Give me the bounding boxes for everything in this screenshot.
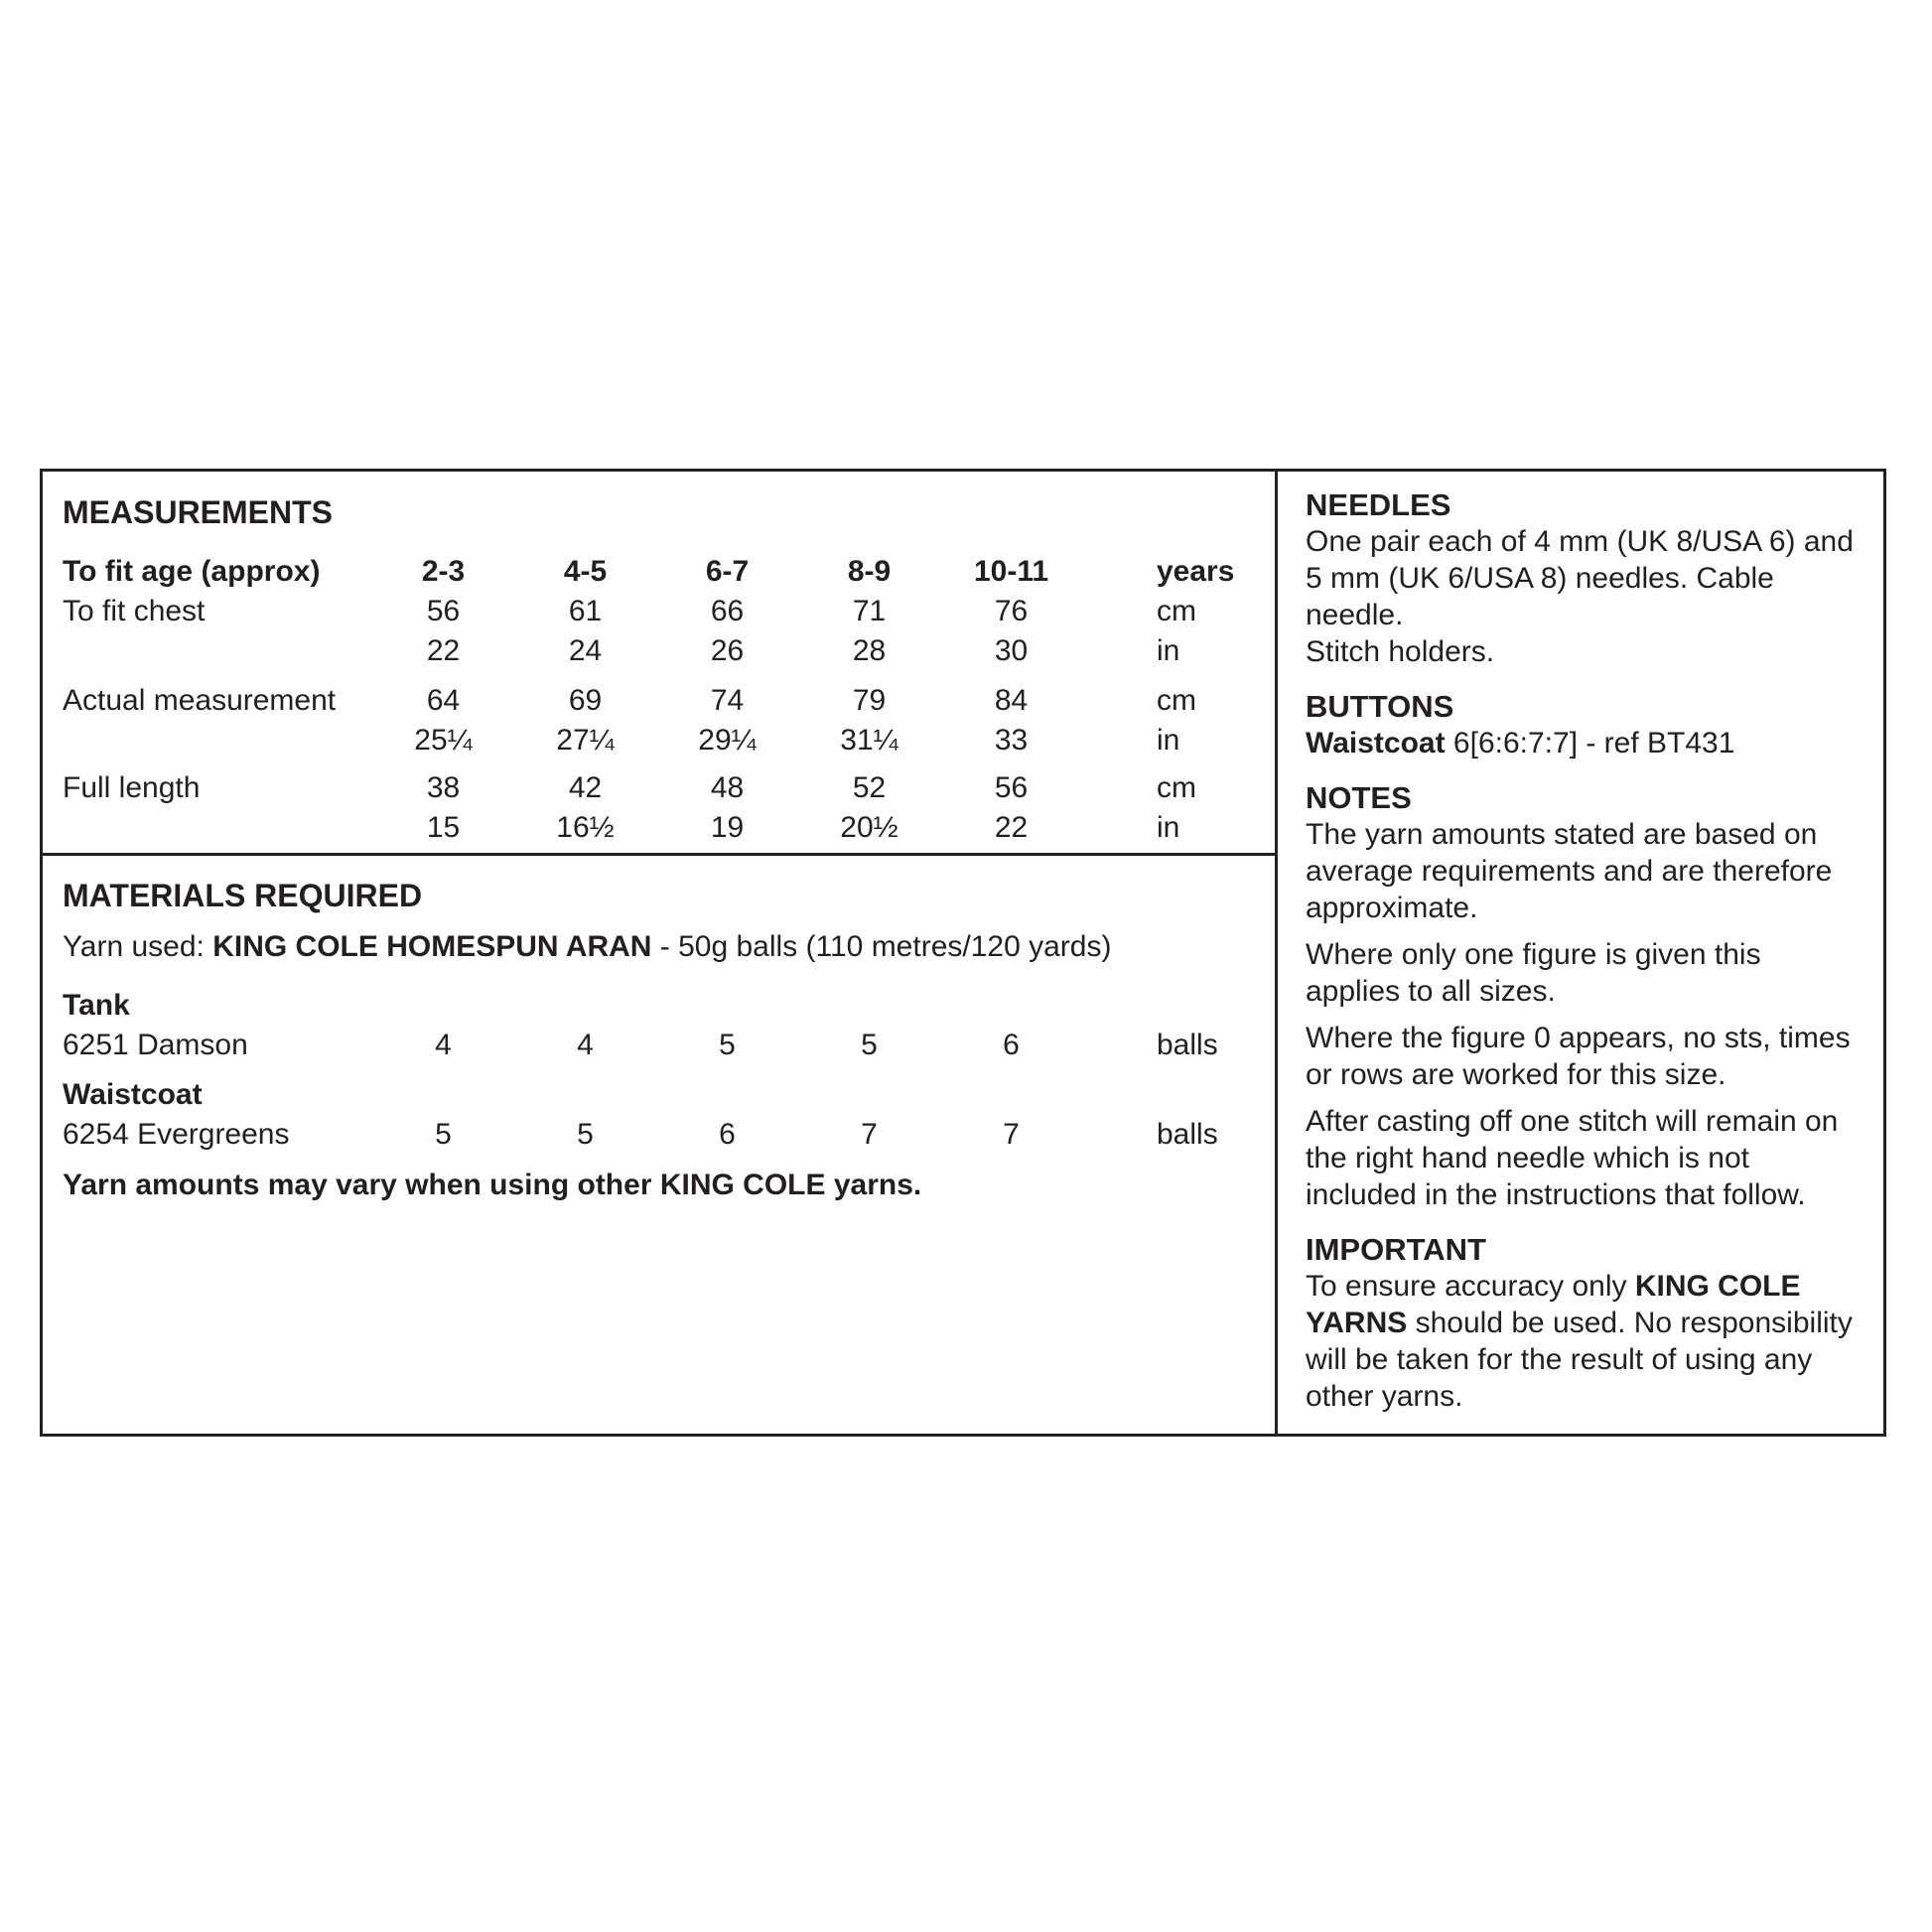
cell: 84 bbox=[994, 684, 1029, 717]
important-heading: IMPORTANT bbox=[1306, 1232, 1486, 1267]
cell: 22 bbox=[426, 634, 461, 667]
materials-heading: MATERIALS REQUIRED bbox=[63, 878, 423, 913]
cell: 27¼ bbox=[556, 724, 615, 757]
cell: 38 bbox=[426, 771, 461, 804]
buttons-heading: BUTTONS bbox=[1306, 689, 1454, 724]
cell: 66 bbox=[710, 595, 745, 627]
measurements-section bbox=[43, 472, 1275, 856]
size-col-1: 2-3 bbox=[421, 555, 466, 588]
to-fit-chest-in-row bbox=[43, 631, 1275, 671]
cell: 79 bbox=[852, 684, 887, 717]
cell: 52 bbox=[852, 771, 887, 804]
important-post: should be used. No responsibility will be taken for the result of using any other yarns. bbox=[1306, 1307, 1853, 1413]
cell: 31¼ bbox=[840, 724, 898, 757]
cell: 74 bbox=[710, 684, 745, 717]
row-label: To fit age (approx) bbox=[63, 555, 321, 588]
yarn-used-suffix: - 50g balls (110 metres/120 yards) bbox=[651, 930, 1112, 963]
cell: 28 bbox=[852, 634, 887, 667]
waistcoat-balls-row bbox=[43, 1115, 1275, 1155]
cell: 5 bbox=[577, 1118, 594, 1151]
cell: 5 bbox=[719, 1029, 736, 1061]
cell: 71 bbox=[852, 595, 887, 627]
important-pre: To ensure accuracy only bbox=[1306, 1270, 1635, 1303]
size-col-4: 8-9 bbox=[847, 555, 892, 588]
right-pane bbox=[1278, 472, 1883, 1434]
garment-name: Waistcoat bbox=[63, 1078, 203, 1111]
cell: 42 bbox=[568, 771, 603, 804]
row-label: To fit chest bbox=[63, 595, 206, 627]
cell: 4 bbox=[577, 1029, 594, 1061]
full-length-cm-row bbox=[43, 768, 1275, 808]
important-bold: KING COLE YARNS bbox=[1306, 1270, 1801, 1339]
actual-measurement-cm-row bbox=[43, 681, 1275, 721]
cell: 33 bbox=[994, 724, 1029, 757]
materials-section bbox=[43, 856, 1275, 1202]
size-col-3: 6-7 bbox=[705, 555, 750, 588]
cell: 56 bbox=[426, 595, 461, 627]
cell: 5 bbox=[435, 1118, 452, 1151]
size-col-5: 10-11 bbox=[973, 555, 1049, 588]
yarn-used-prefix: Yarn used: bbox=[63, 930, 213, 963]
notes-paragraph-2: Where only one figure is given this applies to all sizes. bbox=[1306, 938, 1761, 1008]
garment-name: Tank bbox=[63, 989, 130, 1022]
measurements-header-row bbox=[43, 552, 1275, 592]
unit-label: years bbox=[1157, 555, 1235, 588]
cell: 24 bbox=[568, 634, 603, 667]
needles-heading: NEEDLES bbox=[1306, 487, 1451, 522]
cell: 16½ bbox=[556, 811, 615, 844]
cell: 30 bbox=[994, 634, 1029, 667]
cell: 19 bbox=[710, 811, 745, 844]
buttons-text bbox=[1306, 725, 1858, 761]
cell: 76 bbox=[994, 595, 1029, 627]
row-label: Full length bbox=[63, 771, 201, 804]
measurements-heading: MEASUREMENTS bbox=[63, 494, 334, 530]
cell: 22 bbox=[994, 811, 1029, 844]
buttons-garment: Waistcoat bbox=[1306, 727, 1446, 759]
cell: 15 bbox=[426, 811, 461, 844]
needles-text: One pair each of 4 mm (UK 8/USA 6) and 5 mm (UK 6/USA 8) needles. Cable needle. bbox=[1306, 525, 1854, 631]
notes-paragraph-1: The yarn amounts stated are based on average requirements and are therefore approximate. bbox=[1306, 818, 1833, 924]
shade-name: 6251 Damson bbox=[63, 1029, 248, 1061]
unit-label: cm bbox=[1157, 771, 1196, 804]
cell: 25¼ bbox=[414, 724, 473, 757]
cell: 64 bbox=[426, 684, 461, 717]
actual-measurement-in-row bbox=[43, 721, 1275, 760]
important-text bbox=[1306, 1268, 1858, 1415]
cell: 5 bbox=[861, 1029, 878, 1061]
cell: 56 bbox=[994, 771, 1029, 804]
yarn-used-line bbox=[63, 930, 1275, 964]
pattern-info-box bbox=[40, 469, 1886, 1437]
cell: 7 bbox=[861, 1118, 878, 1151]
unit-label: in bbox=[1157, 811, 1180, 844]
notes-heading: NOTES bbox=[1306, 780, 1412, 815]
unit-label: in bbox=[1157, 724, 1180, 757]
notes-paragraph-3: Where the figure 0 appears, no sts, times or rows are worked for this size. bbox=[1306, 1022, 1851, 1091]
unit-label: balls bbox=[1157, 1118, 1218, 1151]
cell: 4 bbox=[435, 1029, 452, 1061]
unit-label: cm bbox=[1157, 684, 1196, 717]
cell: 6 bbox=[1003, 1029, 1020, 1061]
waistcoat-name-row bbox=[43, 1075, 1275, 1115]
stitch-holders-text: Stitch holders. bbox=[1306, 635, 1495, 668]
cell: 26 bbox=[710, 634, 745, 667]
cell: 61 bbox=[568, 595, 603, 627]
tank-balls-row bbox=[43, 1026, 1275, 1065]
unit-label: in bbox=[1157, 634, 1180, 667]
buttons-detail: 6[6:6:7:7] - ref BT431 bbox=[1445, 727, 1735, 759]
cell: 29¼ bbox=[698, 724, 757, 757]
cell: 48 bbox=[710, 771, 745, 804]
row-label: Actual measurement bbox=[63, 684, 337, 717]
full-length-in-row bbox=[43, 808, 1275, 848]
cell: 6 bbox=[719, 1118, 736, 1151]
size-col-2: 4-5 bbox=[563, 555, 608, 588]
cell: 69 bbox=[568, 684, 603, 717]
cell: 20½ bbox=[840, 811, 898, 844]
left-pane bbox=[43, 472, 1278, 1434]
tank-name-row bbox=[43, 986, 1275, 1026]
cell: 7 bbox=[1003, 1118, 1020, 1151]
shade-name: 6254 Evergreens bbox=[63, 1118, 290, 1151]
yarn-name: KING COLE HOMESPUN ARAN bbox=[212, 930, 652, 963]
unit-label: balls bbox=[1157, 1029, 1218, 1061]
to-fit-chest-cm-row bbox=[43, 592, 1275, 631]
notes-paragraph-4: After casting off one stitch will remain on the right hand needle which is not included in the instructions that follow. bbox=[1306, 1105, 1839, 1211]
yarn-amounts-note: Yarn amounts may vary when using other KING COLE yarns. bbox=[63, 1169, 922, 1201]
unit-label: cm bbox=[1157, 595, 1196, 627]
